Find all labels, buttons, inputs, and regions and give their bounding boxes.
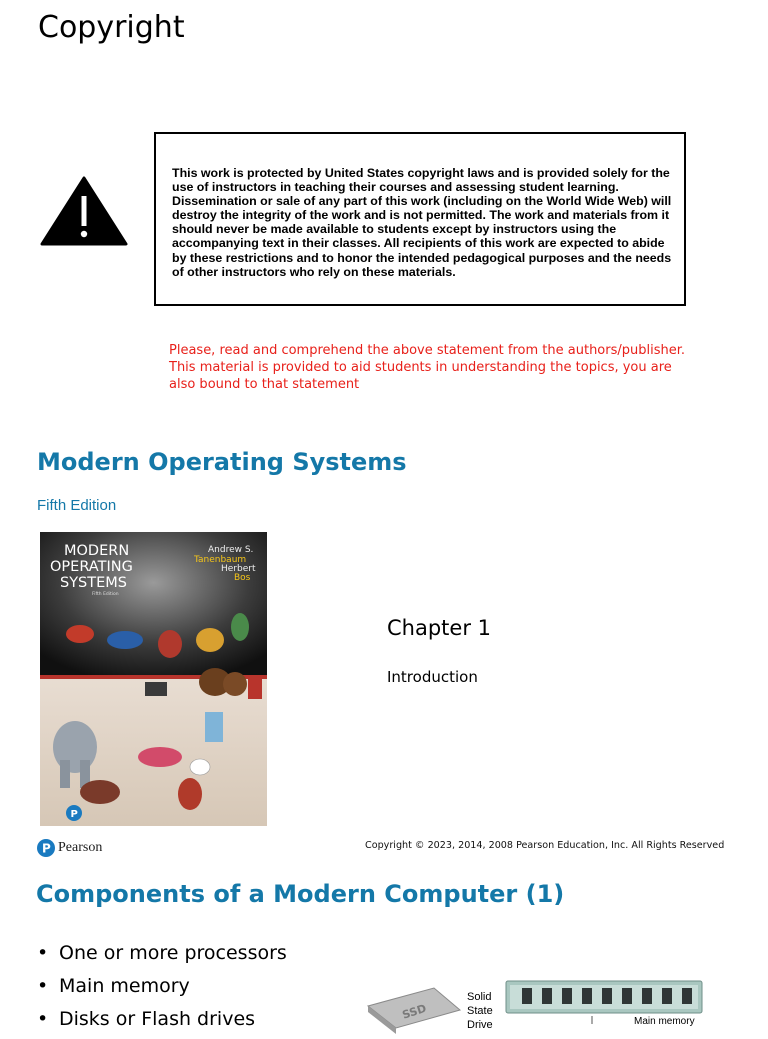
cover-author2-last: Bos	[234, 573, 251, 583]
ssd-caption-line2: State	[467, 1005, 493, 1017]
svg-text:P: P	[42, 841, 51, 856]
book-title: Modern Operating Systems	[37, 448, 407, 476]
ssd-label: SSD	[400, 1001, 428, 1022]
edition-label: Fifth Edition	[37, 497, 117, 514]
components-slide-title: Components of a Modern Computer (1)	[36, 880, 565, 908]
publisher-name: Pearson	[58, 840, 103, 855]
pearson-p-icon	[37, 839, 55, 857]
list-item: • Disks or Flash drives	[37, 1006, 287, 1039]
components-bullet-list	[37, 940, 287, 1039]
ssd-caption-line3: Drive	[467, 1019, 493, 1031]
cover-author1-first: Andrew S.	[208, 545, 254, 555]
student-notice: Please, read and comprehend the above statement from the authors/publisher. This material is provided to aid students in understanding the topics, you are also bound to that statement	[169, 343, 686, 392]
memory-caption: Main memory	[634, 1016, 695, 1027]
hardware-figure	[364, 980, 764, 1031]
pearson-logo	[37, 838, 102, 858]
cover-title-line1: MODERN	[64, 543, 130, 559]
cover-author2-first: Herbert	[221, 564, 256, 574]
svg-text:P: P	[70, 809, 78, 820]
copyright-footer: Copyright © 2023, 2014, 2008 Pearson Education, Inc. All Rights Reserved	[365, 840, 725, 851]
copyright-notice-box	[154, 132, 686, 306]
chapter-title: Chapter 1	[387, 616, 491, 640]
cover-title-line2: OPERATING	[50, 559, 133, 575]
chapter-subtitle: Introduction	[387, 668, 478, 686]
cover-author1-last: Tanenbaum	[194, 555, 247, 565]
ssd-drive-image	[368, 988, 460, 1034]
book-cover-image	[40, 532, 267, 826]
ssd-caption-line1: Solid	[467, 991, 492, 1003]
cover-title-line3: SYSTEMS	[60, 575, 127, 591]
cover-edition: Fifth Edition	[92, 592, 119, 597]
list-item: • Main memory	[37, 973, 287, 1006]
book-cover-illustration	[40, 532, 267, 826]
copyright-notice-text: This work is protected by United States copyright laws and is provided solely for the use of instructors in teaching their courses and assessing student learning. Dissemination or sale of any part of this work (including on the World Wide Web) will destroy the integrity of the work and is not permitted. The work and materials from it should never be made available to students except by instructors using the accompanying text in their classes. All recipients of this work are expected to abide by these restrictions and to honor the intended pedagogical purposes and the needs of other instructors who rely on these materials.	[172, 166, 672, 279]
page-title: Copyright	[38, 10, 185, 45]
warning-triangle-icon	[40, 176, 128, 246]
list-item: • One or more processors	[37, 940, 287, 973]
